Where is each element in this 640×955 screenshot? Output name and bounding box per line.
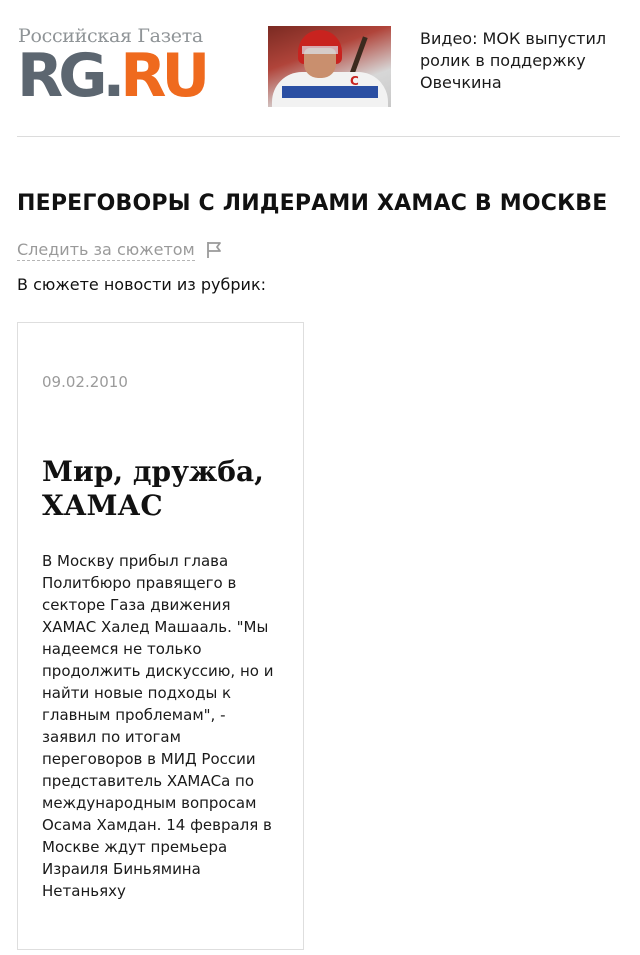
- logo-rg: RG: [17, 41, 103, 111]
- visor-shape: [302, 46, 338, 54]
- follow-story[interactable]: [17, 238, 223, 262]
- promo-headline-link[interactable]: Видео: МОК выпустил ролик в поддержку Овечкина: [420, 29, 607, 92]
- captain-letter-shape: C: [350, 74, 359, 88]
- jersey-stripe-shape: [282, 86, 378, 98]
- article-lead: В Москву прибыл глава Политбюро правящего в секторе Газа движения ХАМАС Халед Машааль. "Мы надеемся не только продолжить дискуссию, но и найти новые подходы к главным проблемам", - заявил по итогам переговоров в МИД России представитель ХАМАСа по международным вопросам Осама Хамдан. 14 февраля в Москве ждут премьера Израиля Биньямина Нетаньяху: [42, 552, 274, 900]
- follow-story-link[interactable]: Следить за сюжетом: [17, 239, 195, 259]
- rg-logo[interactable]: [17, 22, 206, 111]
- logo-mark: [17, 41, 206, 111]
- article-card[interactable]: [17, 322, 304, 950]
- promo-thumbnail[interactable]: [268, 26, 391, 107]
- site-header: [17, 22, 620, 116]
- article-date: 09.02.2010: [42, 373, 128, 391]
- header-divider: [17, 136, 620, 137]
- logo-ru: RU: [120, 41, 206, 111]
- logo-tagline: Российская Газета: [18, 25, 203, 47]
- hockey-stick-shape: [349, 36, 367, 75]
- flag-icon[interactable]: [205, 241, 223, 259]
- article-title-link[interactable]: Мир, дружба, ХАМАС: [42, 455, 264, 522]
- story-title: ПЕРЕГОВОРЫ С ЛИДЕРАМИ ХАМАС В МОСКВЕ: [17, 191, 608, 216]
- logo-dot: .: [102, 41, 121, 111]
- rubrics-label: В сюжете новости из рубрик:: [17, 275, 266, 294]
